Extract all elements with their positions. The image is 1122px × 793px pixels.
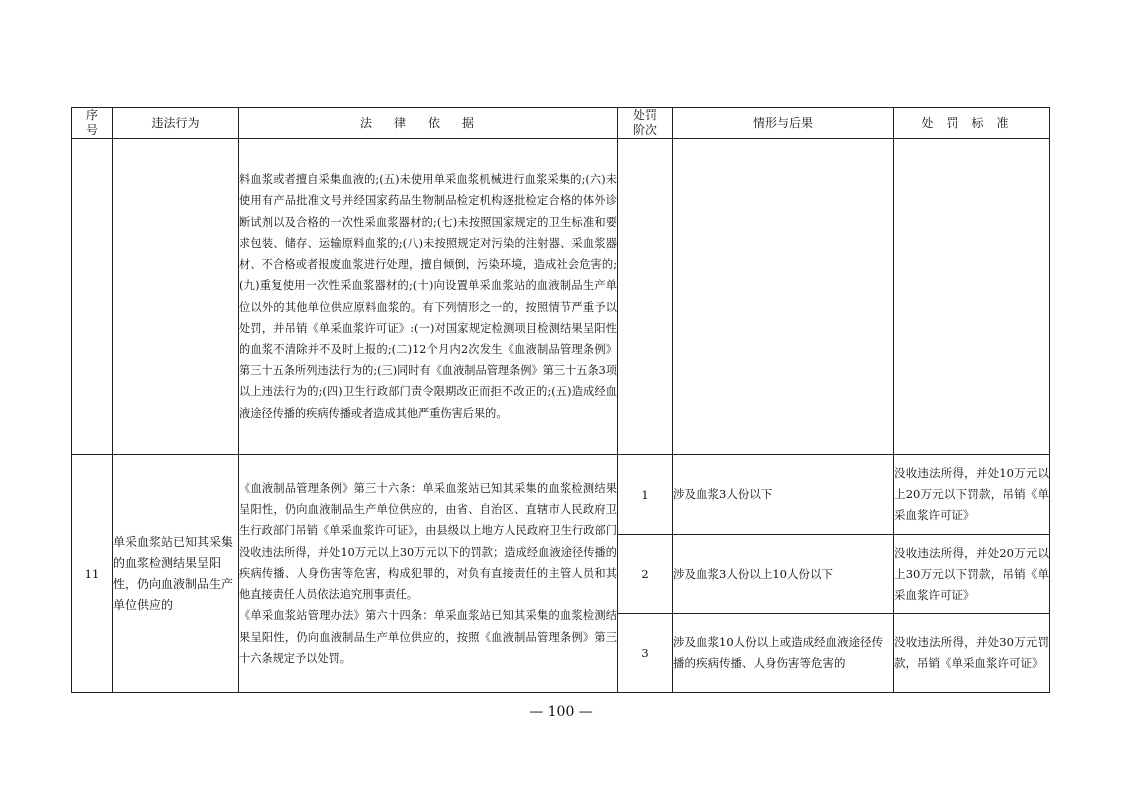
item-violation: 单采血浆站已知其采集的血浆检测结果呈阳性，仍向血液制品生产单位供应的 bbox=[113, 455, 239, 693]
item-legal-basis-regulation: 《血液制品管理条例》第三十六条：单采血浆站已知其采集的血浆检测结果呈阳性，仍向血液制品生产单位供应的，由省、自治区、直辖市人民政府卫生行政部门吊销《单采血浆许可证》，由县级以上地方人民政府卫生行政部门没收违法所得，并处10万元以上30万元以下的罚款；造成经血液途径传播的疾病传播、人身伤害等危害，构成犯罪的，对负有直接责任的主管人员和其他直接责任人员依法追究刑事责任。 bbox=[239, 482, 617, 602]
standard-3: 没收违法所得，并处30万元罚款，吊销《单采血浆许可证》 bbox=[894, 614, 1050, 693]
page-number: — 100 — bbox=[529, 704, 593, 720]
item-legal-basis-measures: 《单采血浆站管理办法》第六十四条：单采血浆站已知其采集的血浆检测结果呈阳性，仍向血液制品生产单位供应的，按照《血液制品管理条例》第三十六条规定予以处罚。 bbox=[239, 609, 617, 665]
continuation-seq-cell bbox=[72, 139, 113, 455]
table-row-continuation bbox=[72, 139, 1050, 455]
header-violation: 违法行为 bbox=[113, 108, 239, 139]
standard-1: 没收违法所得，并处10万元以上20万元以下罚款，吊销《单采血浆许可证》 bbox=[894, 455, 1050, 535]
continuation-standard-cell bbox=[894, 139, 1050, 455]
header-legal-basis: 法律依据 bbox=[239, 108, 618, 139]
level-3: 3 bbox=[618, 614, 673, 693]
circumstance-3: 涉及血浆10人份以上或造成经血液途径传播的疾病传播、人身伤害等危害的 bbox=[673, 614, 894, 693]
table-row-item-level-1 bbox=[72, 455, 1050, 535]
continuation-circumstance-cell bbox=[673, 139, 894, 455]
continuation-violation-cell bbox=[113, 139, 239, 455]
header-standard: 处罚标准 bbox=[894, 108, 1050, 139]
table-header-row bbox=[72, 108, 1050, 139]
header-seq: 序号 bbox=[72, 108, 113, 139]
penalty-table bbox=[71, 107, 1050, 693]
continuation-level-cell bbox=[618, 139, 673, 455]
continuation-legal-basis: 料血浆或者擅自采集血液的;(五)未使用单采血浆机械进行血浆采集的;(六)未使用有产品批准文号并经国家药品生物制品检定机构逐批检定合格的体外诊断试剂以及合格的一次性采血浆器材的;(七)未按照国家规定的卫生标准和要求包装、储存、运输原料血浆的;(八)未按照规定对污染的注射器、采血浆器材、不合格或者报废血浆进行处理，擅自倾倒，污染环境，造成社会危害的;(九)重复使用一次性采血浆器材的;(十)向设置单采血浆站的血液制品生产单位以外的其他单位供应原料血浆的。有下列情形之一的，按照情节严重予以处罚，并吊销《单采血浆许可证》:(一)对国家规定检测项目检测结果呈阳性的血浆不清除并不及时上报的;(二)12个月内2次发生《血液制品管理条例》第三十五条所列违法行为的;(三)同时有《血液制品管理条例》第三十五条3项以上违法行为的;(四)卫生行政部门责令限期改正而拒不改正的;(五)造成经血液途径传播的疾病传播或者造成其他严重伤害后果的。 bbox=[239, 139, 618, 455]
circumstance-1: 涉及血浆3人份以下 bbox=[673, 455, 894, 535]
standard-2: 没收违法所得，并处20万元以上30万元以下罚款，吊销《单采血浆许可证》 bbox=[894, 535, 1050, 614]
item-seq: 11 bbox=[72, 455, 113, 693]
circumstance-2: 涉及血浆3人份以上10人份以下 bbox=[673, 535, 894, 614]
level-1: 1 bbox=[618, 455, 673, 535]
item-legal-basis bbox=[239, 455, 618, 693]
level-2: 2 bbox=[618, 535, 673, 614]
header-level: 处罚阶次 bbox=[618, 108, 673, 139]
header-circumstance: 情形与后果 bbox=[673, 108, 894, 139]
